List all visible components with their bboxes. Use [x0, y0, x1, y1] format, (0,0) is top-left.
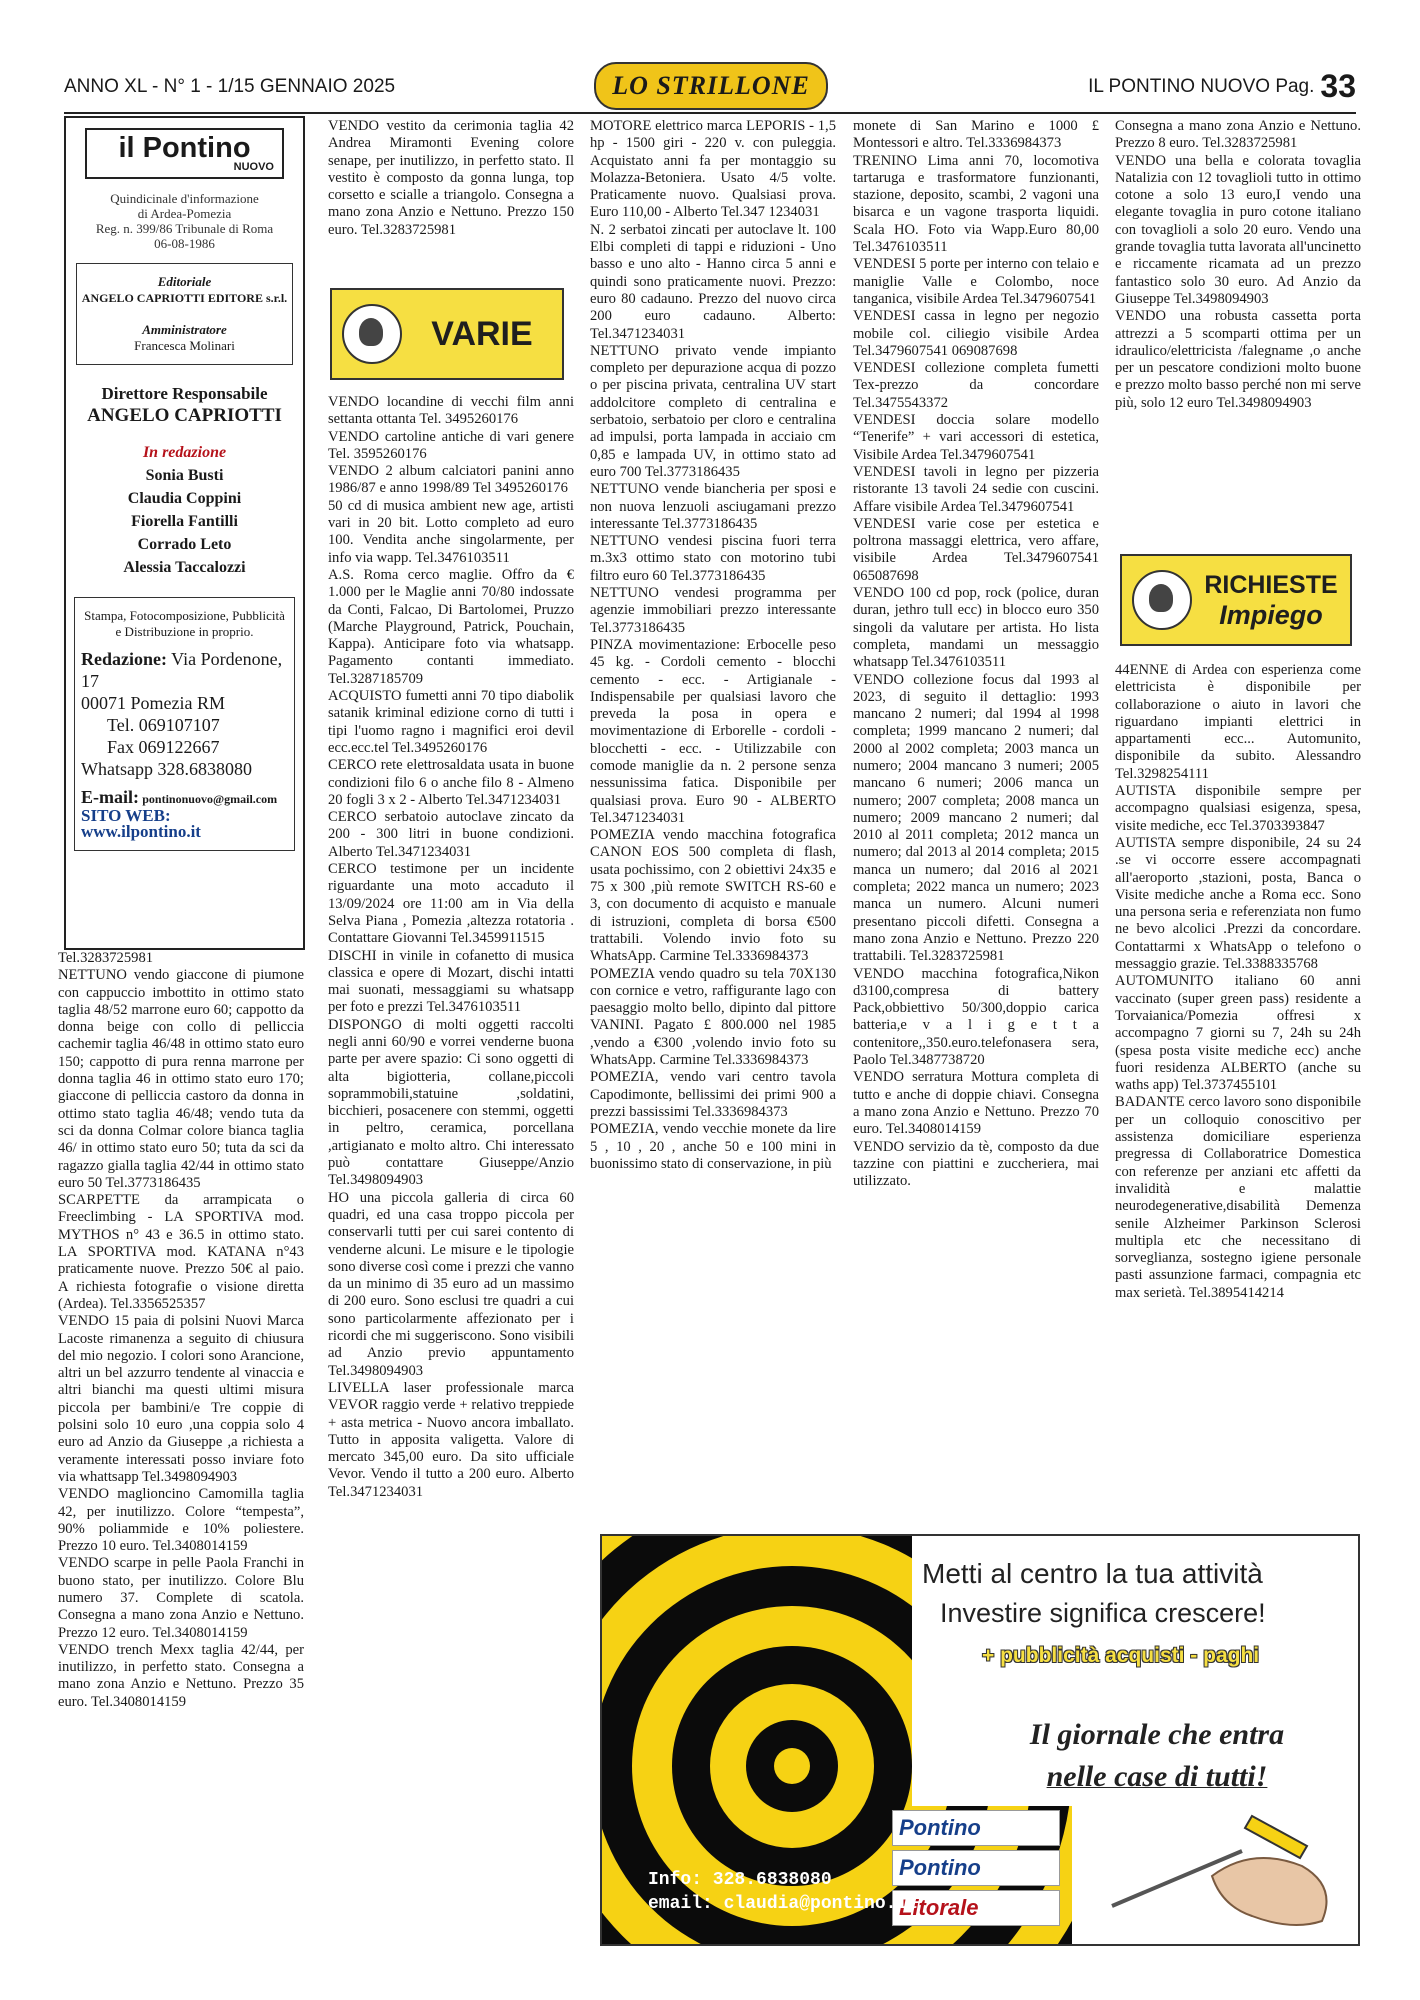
editorial-label: Editoriale — [157, 274, 212, 289]
ad-text: VENDO scarpe in pelle Paola Franchi in buono stato, per inutilizzo. Colore Blu numero 37. Complete di scatola. Consegna a mano zona Anzio e Nettuno. Prezzo 12 euro. Tel.3408014159 — [58, 1555, 304, 1641]
slogan-line-1: Il giornale che entra — [1029, 1718, 1285, 1751]
page-number: 33 — [1320, 68, 1356, 104]
column-5 — [1115, 662, 1361, 1302]
ad-text: CERCO testimone per un incidente riguardante una moto accaduto il 13/09/2024 ore 11:00 am in Via della Selva Piana , Pomezia ,altezza rotatoria . Contattare Giovanni Tel.3459911515 — [328, 861, 574, 947]
ad-text: BADANTE cerco lavoro sono disponibile per un colloquio conoscitivo per assistenza domiciliare esperienza pregressa di Collaboratrice Domestica con referenze per anziani etc affetti da invalidità e malattie neurodegenerative,disabilità Demenza senile Alzheimer Parkinson Sclerosi multipla etc che necessitano di sorveglianza, sostegno igiene personale pasti assunzione farmaci, compagnia etc max serietà. Tel.3895414214 — [1115, 1094, 1361, 1301]
richieste-label-1: RICHIESTE — [1204, 571, 1338, 599]
masthead-box — [64, 116, 305, 950]
ad-text: VENDESI cassa in legno per negozio mobile col. ciliegio visibile Ardea Tel.3479607541 069087698 — [853, 308, 1099, 359]
ad-text: TRENINO Lima anni 70, locomotiva tartaruga e trasformatore funzionanti, stazione, deposito, scambi, 2 vagoni una bisarca e un vagone trasporta liquidi. Scala HO. Foto via Wapp.Euro 80,00 Tel.3476103511 — [853, 152, 1099, 256]
strillone-icon — [1132, 570, 1192, 630]
desc-line: Reg. n. 399/86 Tribunale di Roma — [95, 221, 274, 236]
page-header — [64, 60, 1356, 110]
staff-block — [66, 441, 303, 579]
ad-text: AUTOMUNITO italiano 60 anni vaccinato (super green pass) residente a Torvaianica/Pomezia offresi x accompagno 7 giorni su 7, 24h su 24h (spesa posta visite mediche ecc) anche fuori residenza ALBERTO (anche su waths app) Tel.3737455101 — [1115, 973, 1361, 1094]
ad-text: NETTUNO vendo giaccone di piumone con cappuccio imbottito in ottimo stato taglia 48/52 marrone euro 60; cappotto da donna beige con collo di pelliccia cachemir taglia 46/48 in ottimo stato euro 150; cappotto di pura renna marrone per donna taglia 46 in ottimo stato euro 170; giaccone di pelliccia castoro da donna in ottimo stato taglia 46/48; vendo tuta da sci da donna Colmar colore bianca taglia 46/ in ottimo stato euro 50; tuta da sci da ragazzo gialla taglia 42/44 in ottimo stato euro 50 Tel.3773186435 — [58, 967, 304, 1191]
ad-text: N. 2 serbatoi zincati per autoclave lt. 100 Elbi completi di tappi e riduzioni - Uno basso e uno alto - Hanno circa 5 anni e quindi sono praticamente nuovi. Prezzo: euro 80 cadauno. Prezzo del nuovo circa 200 euro cadauno. Alberto: Tel.3471234031 — [590, 221, 836, 342]
paper-name: IL PONTINO NUOVO Pag. — [1088, 76, 1315, 97]
masthead-title: il Pontino — [118, 132, 251, 164]
email[interactable]: pontinonuovo@gmail.com — [142, 792, 278, 806]
ad-slogan — [972, 1714, 1342, 1798]
ad-text: VENDO vestito da cerimonia taglia 42 Andrea Miramonti Evening colore senape, per inutilizzo, in perfetto stato. Il vestito è composto da gonna lunga, top corsetto e scialle a triangolo. Consegna a mano zona Anzio e Nettuno. Prezzo 150 euro. Tel.3283725981 — [328, 118, 574, 238]
richieste-section-banner — [1120, 554, 1352, 646]
varie-label: VARIE — [431, 314, 533, 353]
desc-line: 06-08-1986 — [154, 236, 215, 251]
website-link[interactable]: SITO WEB: www.ilpontino.it — [81, 806, 201, 841]
strillone-logo — [594, 62, 828, 110]
ad-text: NETTUNO vendesi programma per agenzie immobiliari prezzo interessante Tel.3773186435 — [590, 585, 836, 636]
admin-name: Francesca Molinari — [134, 338, 235, 353]
ad-text: 44ENNE di Ardea con esperienza come elettricista è disponibile per collaborazione o aiuto in lavori che riguardano impianti elettrici in appartamenti ecc... Automunito, disponibile da subito. Alessandro Tel.3298254111 — [1115, 662, 1361, 782]
fax: Fax 069122667 — [107, 737, 220, 757]
column-3 — [590, 118, 836, 1173]
redazione-label: Redazione: — [81, 649, 167, 669]
column-2-top — [328, 118, 574, 239]
admin-label: Amministratore — [142, 322, 227, 337]
dart-hand-icon — [1102, 1806, 1342, 1936]
ad-text: Tel.3283725981 — [58, 950, 154, 966]
ad-text: Consegna a mano zona Anzio e Nettuno. Prezzo 8 euro. Tel.3283725981 — [1115, 118, 1361, 152]
desc-line: di Ardea-Pomezia — [137, 206, 232, 221]
paper-pontino-1: Pontino — [892, 1810, 1060, 1846]
varie-section-banner — [330, 288, 564, 380]
ad-text: AUTISTA disponibile sempre per accompagno qualsiasi esigenza, spesa, visite mediche, ecc Tel.3703393847 — [1115, 783, 1361, 834]
issue-info: ANNO XL - N° 1 - 1/15 GENNAIO 2025 — [64, 76, 396, 97]
ad-text: CERCO serbatoio autoclave zincato da 200 - 300 litri in buone condizioni. Alberto Tel.3471234031 — [328, 809, 574, 860]
ad-text: VENDO una bella e colorata tovaglia Natalizia con 12 tovaglioli tutto in ottimo cotone a solo 13 euro,I vendo una elegante tovaglia in puro cotone italiano con tovaglioli a solo 20 euro. Vendo una grande tovaglia tutta lavorata all'uncinetto e riccamente ricamata ad un prezzo fantastico solo 30 euro. Ad Anzio da Giuseppe Tel.3498094903 — [1115, 152, 1361, 307]
ad-text: CERCO rete elettrosaldata usata in buone condizioni filo 6 o anche filo 8 - Almeno 20 fogli 3 x 2 - Alberto Tel.3471234031 — [328, 757, 574, 808]
column-4 — [853, 118, 1099, 1190]
ad-text: VENDESI tavoli in legno per pizzeria ristorante 13 tavoli 24 sedie con cuscini. Affare visibile Ardea Tel.3479607541 — [853, 463, 1099, 515]
staff-label: In redazione — [142, 444, 227, 461]
ad-text: VENDO 15 paia di polsini Nuovi Marca Lacoste rimanenza a seguito di chiusura del mio negozio. I colori sono Arancione, altri un bel azzurro tendente al vinaccia e altri bianchi ma questi ultimi misura piccola per bambini/e Tre coppie di polsini solo 10 euro ,una coppia solo 4 euro ad Anzio da Giuseppe ,a richiesta a veramente interessati posso inviare foto via whattsapp Tel.3498094903 — [58, 1313, 304, 1485]
column-1 — [58, 950, 304, 1711]
ad-text: MOTORE elettrico marca LEPORIS - 1,5 hp - 1500 giri - 220 v. con puleggia. Acquistato anni fa per montaggio su Molazza-Betoniera. Usato 4/5 volte. Praticamente nuovo. Qualsiasi prova. Euro 110,00 - Alberto Tel.347 1234031 — [590, 118, 836, 221]
ad-text: VENDO 2 album calciatori panini anno 1986/87 e anno 1998/89 Tel 3495260176 — [328, 463, 574, 497]
staff-name: Corrado Leto — [137, 536, 232, 553]
ad-text: SCARPETTE da arrampicata o Freeclimbing - LA SPORTIVA mod. MYTHOS n° 43 e 36.5 in ottimo stato. LA SPORTIVA mod. KATANA n°43 praticamente nuove. Prezzo 50€ al paio. A richiesta fotografie o visione diretta (Ardea). Tel.3356525357 — [58, 1192, 304, 1312]
staff-name: Sonia Busti — [145, 467, 224, 484]
staff-name: Alessia Taccalozzi — [123, 559, 246, 576]
ad-text: VENDESI doccia solare modello “Tenerife” + vari accessori di estetica, Visibile Ardea Tel.3479607541 — [853, 412, 1099, 463]
ad-text: VENDO locandine di vecchi film anni settanta ottanta Tel. 3495260176 — [328, 394, 574, 428]
ad-text: NETTUNO vendesi piscina fuori terra m.3x3 ottimo stato con motorino tubi filtro euro 60 Tel.3773186435 — [590, 533, 836, 584]
ad-text: POMEZIA, vendo vari centro tavola Capodimonte, bellissimi dei primi 900 a prezzi bassissimi Tel.3336984373 — [590, 1069, 836, 1120]
email-label: E-mail: — [81, 787, 139, 807]
director-name: ANGELO CAPRIOTTI — [87, 405, 282, 426]
paper-litorale: Litorale — [892, 1890, 1060, 1926]
ad-subheadline: Investire significa crescere! — [940, 1598, 1266, 1628]
ad-text: VENDESI collezione completa fumetti Tex-prezzo da concordare Tel.3475543372 — [853, 360, 1099, 411]
richieste-label-2: Impiego — [1219, 600, 1323, 630]
publisher-box — [76, 263, 293, 365]
ad-text: monete di San Marino e 1000 £ Montessori e altro. Tel.3336984373 — [853, 118, 1099, 152]
ad-text: A.S. Roma cerco maglie. Offro da € 1.000 per le Maglie anni 70/80 indossate da Conti, Falcao, Di Bartolomei, Pruzzo (Marche Playground, Patrick, Pouchain, Kappa). Anticipare foto via whatsapp. Pagamento contanti immediato. Tel.3287185709 — [328, 566, 574, 687]
director-label: Direttore Responsabile — [101, 384, 268, 403]
richieste-label — [1192, 570, 1350, 630]
ad-text: ACQUISTO fumetti anni 70 tipo diabolik satanik kriminal edizione corno di tutti i tipi l'uomo ragno i magnifici eroi devil ecc.ecc.tel Tel.3495260176 — [328, 688, 574, 756]
header-rule — [64, 112, 1356, 114]
services-text: Stampa, Fotocomposizione, Pubblicità e Distribuzione in proprio. — [84, 608, 285, 639]
ad-text: VENDO serratura Mottura completa di tutto e anche di doppie chiavi. Consegna a mano zona Anzio e Nettuno. Prezzo 70 euro. Tel.3408014159 — [853, 1069, 1099, 1138]
staff-name: Claudia Coppini — [127, 490, 242, 507]
ad-text: DISPONGO di molti oggetti raccolti negli anni 60/90 e vorrei venderne buona parte per avere spazio: Ci sono oggetti di alta bigiotteria, collane,piccoli soprammobili,statuine ,soldatini, bicchieri, posacenere con stemmi, oggetti in peltro, ceramica, porcellana ,artigianato e molto altro. Chi interessato può contattare Giuseppe/Anzio Tel.3498094903 — [328, 1016, 574, 1189]
ad-text: DISCHI in vinile in cofanetto di musica classica e opere di Mozart, dischi intatti mai suonati, messaggiami su whatsapp per foto e prezzi Tel.3476103511 — [328, 947, 574, 1016]
whatsapp: Whatsapp 328.6838080 — [81, 759, 252, 779]
ad-text: VENDESI varie cose per estetica e poltrona massaggi elettrica, vero affare, visibile Ardea Tel.3479607541 065087698 — [853, 515, 1099, 584]
ad-text: PINZA movimentazione: Erbocelle peso 45 kg. - Cordoli cemento - blocchi cemento - ecc. - Artigianale - Indispensabile per qualsiasi lavoro che preveda la posa in opera e movimentazione di Erborelle - cordoli -blocchetti - ecc. - Utilizzabile con comode maniglie da n. 2 persone senza nessunissima fatica. Disponibile per qualsiasi prova. Euro 90 - ALBERTO Tel.3471234031 — [590, 636, 836, 826]
address-line — [81, 648, 288, 692]
ad-text: AUTISTA sempre disponibile, 24 su 24 .se vi occorre essere accompagnati all'aeroporto ,stazioni, posta, Banca o Visite mediche anche a Roma ecc. Sono una persona seria e referenziata non fumo ne bevo alcolici .Prezzi da concordare. Contattarmi x WhatsApp o telefono o messaggio grazie. Tel.3388335768 — [1115, 834, 1361, 973]
ad-text: VENDO collezione focus dal 1993 al 2023, di seguito il dettaglio: 1993 mancano 2 numeri; dal 1994 al 1998 completa; 1999 mancano 2 numeri; dal 2000 al 2002 completa; 2003 manca un numero; 2004 mancano 3 numeri; 2005 mancano 6 numeri; 2006 manca un numero; 2007 completa; 2008 manca un numero; 2009 mancano 2 numeri; dal 2010 al 2011 completa; 2012 manca un numero; dal 2013 al 2014 completa; 2015 manca un numero; dal 2016 al 2021 completa; 2022 manca un numero; 2023 manca un numero. Alcuni numeri presentano piccoli difetti. Consegna a mano zona Anzio e Nettuno. Prezzo 220 trattabili. Tel.3283725981 — [853, 671, 1099, 965]
ad-text: VENDO trench Mexx taglia 42/44, per inutilizzo, in perfetto stato. Consegna a mano zona Anzio e Nettuno. Prezzo 35 euro. Tel.3408014159 — [58, 1641, 304, 1710]
editorial-name: ANGELO CAPRIOTTI EDITORE s.r.l. — [81, 291, 288, 305]
director-block — [66, 383, 303, 427]
advertisement[interactable] — [600, 1534, 1360, 1946]
desc-line: Quindicinale d'informazione — [110, 191, 259, 206]
ad-text: HO una piccola galleria di circa 60 quadri, ed una casa troppo piccola per conservarli tutti per cui sarei contento di venderne alcuni. Le misure e le tipologie sono diverse così come i prezzi che vanno da un minimo di 35 euro ad un massimo di 200 euro. Sono esclusi tre quadri a cui sono particolarmente affezionato per i ricordi che mi suggeriscono. Sono visibili ad Anzio previo appuntamento Tel.3498094903 — [328, 1189, 574, 1379]
ad-text: 50 cd di musica ambient new age, artisti vari in 20 bit. Lotto completo ad euro 100. Vendita anche singolarmente, per info via wapp. Tel.3476103511 — [328, 497, 574, 566]
ad-text: NETTUNO vende biancheria per sposi e non nuova lenzuoli asciugamani prezzo interessante Tel.3773186435 — [590, 481, 836, 532]
logo-text: LO STRILLONE — [612, 71, 810, 100]
ad-text: NETTUNO privato vende impianto completo per depurazione acqua di pozzo o per piscina privata, centralina UV start addolcitore completo di centralina e serbatoio, serbatoio per cloro e centralina ad impulsi, porta lampada in acciaio cm 0,85 e lampada UV, in ottimo stato ad euro 700 Tel.3773186435 — [590, 342, 836, 480]
ad-headline: Metti al centro la tua attività — [922, 1558, 1263, 1589]
address1: Via Pordenone, 17 — [81, 649, 283, 691]
ad-email[interactable]: email: claudia@pontino.it — [648, 1894, 919, 1914]
ad-text: POMEZIA vendo quadro su tela 70X130 con cornice e vetro, raffigurante lago con paesaggio molto bello, dipinto dal pittore VANINI. Pagato £ 800.000 nel 1985 ,vendo a €300 ,volendo invio foto su WhatsApp. Carmine Tel.3336984373 — [590, 965, 836, 1069]
ad-text: VENDESI 5 porte per interno con telaio e maniglie Valle e Colombo, noce tanganica, visibile Ardea Tel.3479607541 — [853, 256, 1099, 307]
ad-contact — [648, 1868, 918, 1916]
column-2 — [328, 394, 574, 1501]
ad-text: VENDO una robusta cassetta porta attrezzi a 5 scomparti ottima per un idraulico/elettricista /falegname ,o anche per un pescatore condizioni molto buone e prezzo molto basso perché non mi serve più, solo 12 euro Tel.3498094903 — [1115, 308, 1361, 411]
staff-name: Fiorella Fantilli — [131, 513, 238, 530]
ad-text: POMEZIA vendo macchina fotografica CANON EOS 500 completa di flash, usata pochissimo, con 2 obiettivi 24x35 e 75 x 300 ,più remote SWITCH RS-60 e 3, con documento di acquisto e manuale di istruzioni, completa di borsa €500 trattabili. Volendo invio foto su WhatsApp. Carmine Tel.3336984373 — [590, 827, 836, 965]
ad-text: VENDO macchina fotografica,Nikon d3100,compresa di battery Pack,obbiettivo 50/300,doppio carica batteria,e v a l i g e t t a contenitore,,350.euro.telefonasera sera, Paolo Tel.3487738720 — [853, 965, 1099, 1069]
page-label — [1088, 68, 1356, 105]
ad-info-phone: Info: 328.6838080 — [648, 1870, 832, 1890]
ad-text: LIVELLA laser professionale marca VEVOR raggio verde + relativo treppiede + asta metrica - Nuovo ancora imballato. Tutto in apposita valigetta. Valore di mercato 345,00 euro. Da sito ufficiale Vevor. Vendo il tutto a 200 euro. Alberto Tel.3471234031 — [328, 1379, 574, 1500]
masthead-title-box — [85, 128, 284, 179]
ad-text: VENDO maglioncino Camomilla taglia 42, per inutilizzo. Colore “tempesta”, 90% poliammide e 10% poliestere. Prezzo 10 euro. Tel.3408014159 — [58, 1486, 304, 1555]
ad-text: VENDO cartoline antiche di vari genere Tel. 3595260176 — [328, 428, 574, 462]
email-line — [81, 786, 288, 808]
ad-tagline: + pubblicità acquisti - paghi — [982, 1644, 1260, 1667]
masthead-description — [66, 191, 303, 251]
masthead-subtitle: NUOVO — [233, 161, 274, 173]
slogan-line-2: nelle case di tutti! — [1046, 1760, 1268, 1793]
column-5-top — [1115, 118, 1361, 412]
ad-text: VENDO 100 cd pop, rock (police, duran duran, jethro tull ecc) in blocco euro 350 singoli da valutare per artista. Ho lista completa, mandami un messaggio whatsapp Tel.3476103511 — [853, 585, 1099, 671]
contacts-box — [74, 597, 295, 851]
tel: Tel. 069107107 — [107, 715, 220, 735]
strillone-icon — [342, 304, 402, 364]
ad-text: VENDO servizio da tè, composto da due tazzine con piattini e zuccheriera, mai utilizzato. — [853, 1138, 1099, 1190]
paper-pontino-2: Pontino — [892, 1850, 1060, 1886]
address2: 00071 Pomezia RM — [81, 693, 225, 713]
ad-text: POMEZIA, vendo vecchie monete da lire 5 , 10 , 20 , anche 50 e 100 mini in buonissimo stato di conservazione, in più — [590, 1121, 836, 1172]
